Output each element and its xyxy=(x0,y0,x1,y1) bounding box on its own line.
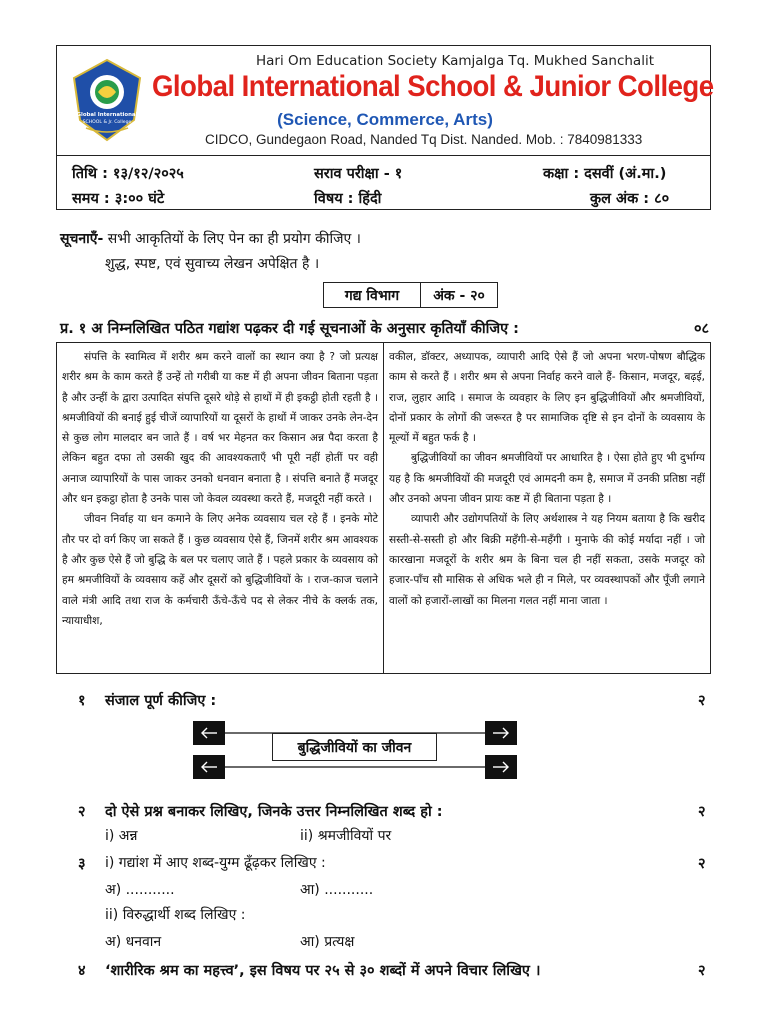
exam-subject: विषय : हिंदी xyxy=(314,191,382,207)
exam-time: समय : ३:०० घंटे xyxy=(72,191,165,207)
sub-question-2-text: दो ऐसे प्रश्न बनाकर लिखिए, जिनके उत्तर निम्नलिखित शब्द हो : xyxy=(105,804,443,820)
school-logo xyxy=(72,58,142,142)
antonym-word-b: आ) प्रत्यक्ष xyxy=(300,934,355,950)
diagram-center-label: बुद्धिजीवियों का जीवन xyxy=(272,733,437,761)
question-1-marks: ०८ xyxy=(694,321,710,337)
exam-date: तिथि : १३/१२/२०२५ xyxy=(72,166,184,182)
school-name: Global International School & Junior College xyxy=(152,70,714,103)
diagram-answer-box-bottom-right xyxy=(485,755,517,779)
section-box xyxy=(323,282,498,308)
sub-question-3-number: ३ xyxy=(78,856,86,872)
sub-question-3-part-1: i) गद्यांश में आए शब्द-युग्म ढूँढ़कर लिखिए : xyxy=(105,855,326,871)
sub-question-2-marks: २ xyxy=(698,804,706,820)
school-address: CIDCO, Gundegaon Road, Nanded Tq Dist. Nanded. Mob. : 7840981333 xyxy=(205,132,643,147)
answer-blank-b: आ) ........... xyxy=(300,882,374,898)
section-marks: अंक - २० xyxy=(433,287,485,304)
sub-question-3-marks: २ xyxy=(698,856,706,872)
passage-box xyxy=(56,342,711,674)
sub-question-1-marks: २ xyxy=(698,693,706,709)
question-1-heading: प्र. १ अ निम्नलिखित पठित गद्यांश पढ़कर दी गई सूचनाओं के अनुसार कृतियाँ कीजिए : xyxy=(60,321,519,337)
svg-text:Global International: Global International xyxy=(76,112,138,118)
sub-question-3-part-2: ii) विरुद्धार्थी शब्द लिखिए : xyxy=(105,907,246,923)
exam-class: कक्षा : दसवीं (अं.मा.) xyxy=(543,166,667,182)
diagram-answer-box-top-left xyxy=(193,721,225,745)
passage-paragraph: वकील, डॉक्टर, अध्यापक, व्यापारी आदि ऐसे हैं जो अपना भरण-पोषण बौद्धिक काम से करते हैं । शरीर श्रम से अपना निर्वाह करने वाले हैं- किसान, मजदूर, बढ़ई, राज, लुहार आदि । समाज के व्यवहार के लिए इन बुद्धिजीवियों और श्रमजीवियों, दोनों प्रकार के लोगों की जरूरत है पर सामाजिक दृष्टि से इन दोनों के व्यवसाय के मूल्यों में बहुत फर्क है । xyxy=(389,351,705,445)
diagram-answer-box-bottom-left xyxy=(193,755,225,779)
answer-blank-a: अ) ........... xyxy=(105,882,175,898)
section-name: गद्य विभाग xyxy=(324,283,421,307)
instruction-line-1: सभी आकृतियों के लिए पेन का ही प्रयोग कीजिए । xyxy=(107,231,361,247)
instructions xyxy=(60,229,361,248)
passage-paragraph: बुद्धिजीवियों का जीवन श्रमजीवियों पर आधारित है । ऐसा होते हुए भी दुर्भाग्य यह है कि श्रमजीवियों की मजदूरी एवं आमदनी कम है, समाज में उनकी प्रतिष्ठा नहीं और उनको अपना जीवन प्रायः कष्ट में ही बिताना पड़ता है । xyxy=(389,452,705,506)
passage-paragraph: जीवन निर्वाह या धन कमाने के लिए अनेक व्यवसाय चल रहे हैं । इनके मोटे तौर पर दो वर्ग किए जा सकते हैं । कुछ व्यवसाय ऐसे हैं, जिनमें शरीर श्रम आवश्यक है और कुछ ऐसे हैं जो बुद्धि के बल पर चलाए जाते हैं । पहले प्रकार के व्यवसाय को हम श्रमजीवियों के व्यवसाय कहें और दूसरों को बुद्धिजीवियों के । राज-काज चलाने वाले मंत्री आदि तथा राज के कर्मचारी ऊँचे-ऊँचे पद से लेकर नीचे के क्लर्क तक, न्यायाधीश, xyxy=(62,513,378,627)
sub-question-4-number: ४ xyxy=(78,963,86,979)
antonym-word-a: अ) धनवान xyxy=(105,934,162,950)
passage-paragraph: संपत्ति के स्वामित्व में शरीर श्रम करने वालों का स्थान क्या है ? जो प्रत्यक्ष शरीर श्रम के काम करते हैं उन्हें तो गरीबी या कष्ट में ही अपना जीवन बिताना पड़ता है और उन्हीं के द्वारा उत्पादित संपत्ति दूसरे थोड़े से हाथों में ही इकट्ठी होती रहती है । श्रमजीवियों की बनाई हुई चीजें व्यापारियों या दूसरों के हाथों में जाकर उनके लेन-देन से कुछ लोग मालदार बन जाते हैं । वर्ष भर मेहनत कर किसान अन्न पैदा करता है लेकिन बहुत दफा तो उसकी खुद की आवश्यकताएँ भी पूरी नहीं होतीं पर वही अनाज व्यापारियों के पास जाकर उनको धनवान बनाता है । संपत्ति बनाते हैं मजदूर और धन इकट्ठा होता है उनके पास जो केवल व्यवस्था करते हैं, मजदूरी नहीं करते । xyxy=(62,351,378,506)
passage-right-column xyxy=(384,343,710,673)
sub-question-1-number: १ xyxy=(78,693,86,709)
header-divider xyxy=(56,155,711,156)
passage-paragraph: व्यापारी और उद्योगपतियों के लिए अर्थशास्त्र ने यह नियम बताया है कि खरीद सस्ती-से-सस्ती हो और बिक्री महँगी-से-महँगी । मुनाफे की कोई मर्यादा नहीं । जो कारखाना मजदूरों के शरीर श्रम के बिना चल ही नहीं सकता, उसके मजदूर को हजार-पाँच सौ मासिक से अधिक भले ही न मिले, पर व्यवस्थापकों और पूँजी लगाने वालों को हजारों-लाखों का मिलना गलत नहीं माना जाता । xyxy=(389,513,705,607)
sub-question-2-word-1: i) अन्न xyxy=(105,828,138,844)
svg-text:SCHOOL & Jr. College: SCHOOL & Jr. College xyxy=(82,120,132,125)
sub-question-4-marks: २ xyxy=(698,963,706,979)
sub-question-1-text: संजाल पूर्ण कीजिए : xyxy=(105,693,217,709)
sub-question-2-number: २ xyxy=(78,804,86,820)
sub-question-2-word-2: ii) श्रमजीवियों पर xyxy=(300,828,392,844)
passage-left-column xyxy=(57,343,384,673)
sub-question-4-text: ‘शारीरिक श्रम का महत्त्व’, इस विषय पर २५ से ३० शब्दों में अपने विचार लिखिए । xyxy=(105,963,541,979)
exam-name: सराव परीक्षा - १ xyxy=(314,166,403,182)
diagram-answer-box-top-right xyxy=(485,721,517,745)
instructions-label: सूचनाएँ- xyxy=(60,231,104,247)
instruction-line-2: शुद्ध, स्पष्ट, एवं सुवाच्य लेखन अपेक्षित है । xyxy=(105,256,320,272)
school-streams: (Science, Commerce, Arts) xyxy=(277,110,493,129)
exam-total-marks: कुल अंक : ८० xyxy=(590,191,670,207)
society-line: Hari Om Education Society Kamjalga Tq. Mukhed Sanchalit xyxy=(256,53,654,69)
